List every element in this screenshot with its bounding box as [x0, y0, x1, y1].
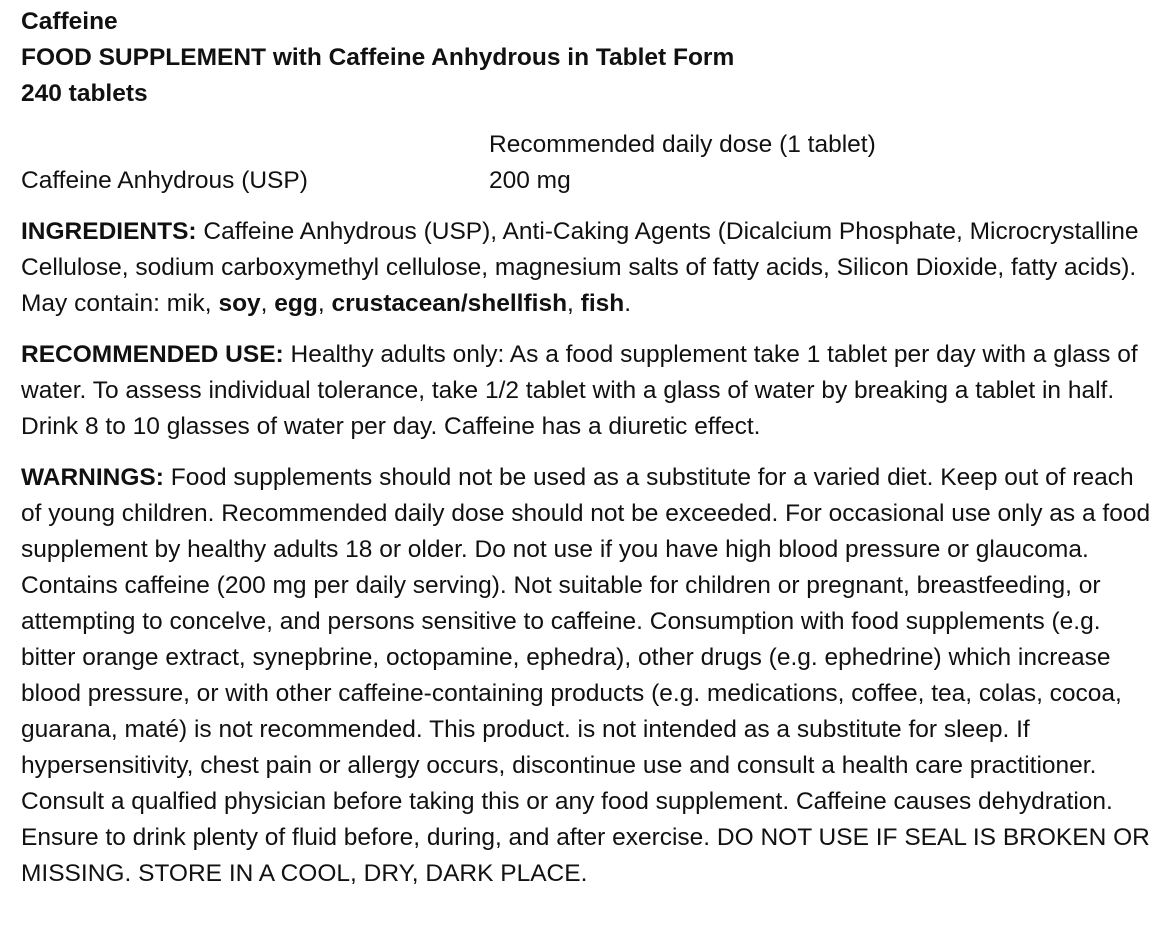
product-name: Caffeine — [21, 8, 118, 35]
ingredients-section — [21, 214, 1151, 322]
allergen-item: fish — [580, 290, 625, 317]
allergen-separator: , — [567, 290, 581, 317]
warnings-text: Food supplements should not be used as a substitute for a varied diet. Keep out of reach of young children. Recommended daily dose should not be exceeded. For occasional use only as a food supplement by healthy adults 18 or older. Do not use if you have high blood pressure or glaucoma. Contains caffeine (200 mg per daily serving). Not suitable for children or pregnant, breastfeeding, or attempting to concelve, and persons sensitive to caffeine. Consumption with food supplements (e.g. bitter orange extract, synepbrine, octopamine, ephedra), other drugs (e.g. ephedrine) which increase blood pressure, or with other caffeine-containing products (e.g. medications, coffee, tea, colas, cocoa, guarana, maté) is not recommended. This product. is not intended as a substitute for sleep. If hypersensitivity, chest pain or allergy occurs, discontinue use and consult a health care practitioner. Consult a qualfied physician before taking this or any food supplement. Caffeine causes dehydration. Ensure to drink plenty of fluid before, during, and after exercise. DO NOT USE IF SEAL IS BROKEN OR MISSING. STORE IN A COOL, DRY, DARK PLACE. — [21, 464, 1151, 887]
recommended-use-text: Healthy adults only: As a food supplement take 1 tablet per day with a glass of water. To assess individual tolerance, take 1/2 tablet with a glass of water by breaking a tablet in half. Drink 8 to 10 glasses of water per day. Caffeine has a diuretic effect. — [21, 341, 1138, 440]
ingredients-label: INGREDIENTS: — [21, 218, 197, 245]
dose-amount: 200 mg — [489, 167, 571, 194]
warnings-section — [21, 460, 1151, 892]
allergen-separator: , — [317, 290, 332, 317]
allergen-item: crustacean/shellfish — [331, 290, 568, 317]
product-subtitle: FOOD SUPPLEMENT with Caffeine Anhydrous in Tablet Form — [21, 44, 735, 71]
dose-table-corner — [21, 127, 489, 163]
ingredients-text: Caffeine Anhydrous (USP), Anti-Caking Agents (Dicalcium Phosphate, Microcrystalline Cellulose, sodium carboxymethyl cellulose, magnesium salts of fatty acids, Silicon Dioxide, fatty acids). May contain: mik, — [21, 218, 1139, 317]
product-count: 240 tablets — [21, 80, 148, 107]
recommended-use-section — [21, 337, 1151, 445]
allergen-item: egg — [274, 290, 318, 317]
recommended-use-label: RECOMMENDED USE: — [21, 341, 284, 368]
label-header — [21, 4, 1151, 112]
dose-ingredient: Caffeine Anhydrous (USP) — [21, 167, 308, 194]
ingredients-end: . — [624, 290, 632, 317]
dose-table — [21, 127, 1151, 199]
dose-column-header: Recommended daily dose (1 tablet) — [489, 131, 876, 158]
allergen-item: soy — [218, 290, 261, 317]
allergen-separator: , — [260, 290, 275, 317]
warnings-label: WARNINGS: — [21, 464, 164, 491]
